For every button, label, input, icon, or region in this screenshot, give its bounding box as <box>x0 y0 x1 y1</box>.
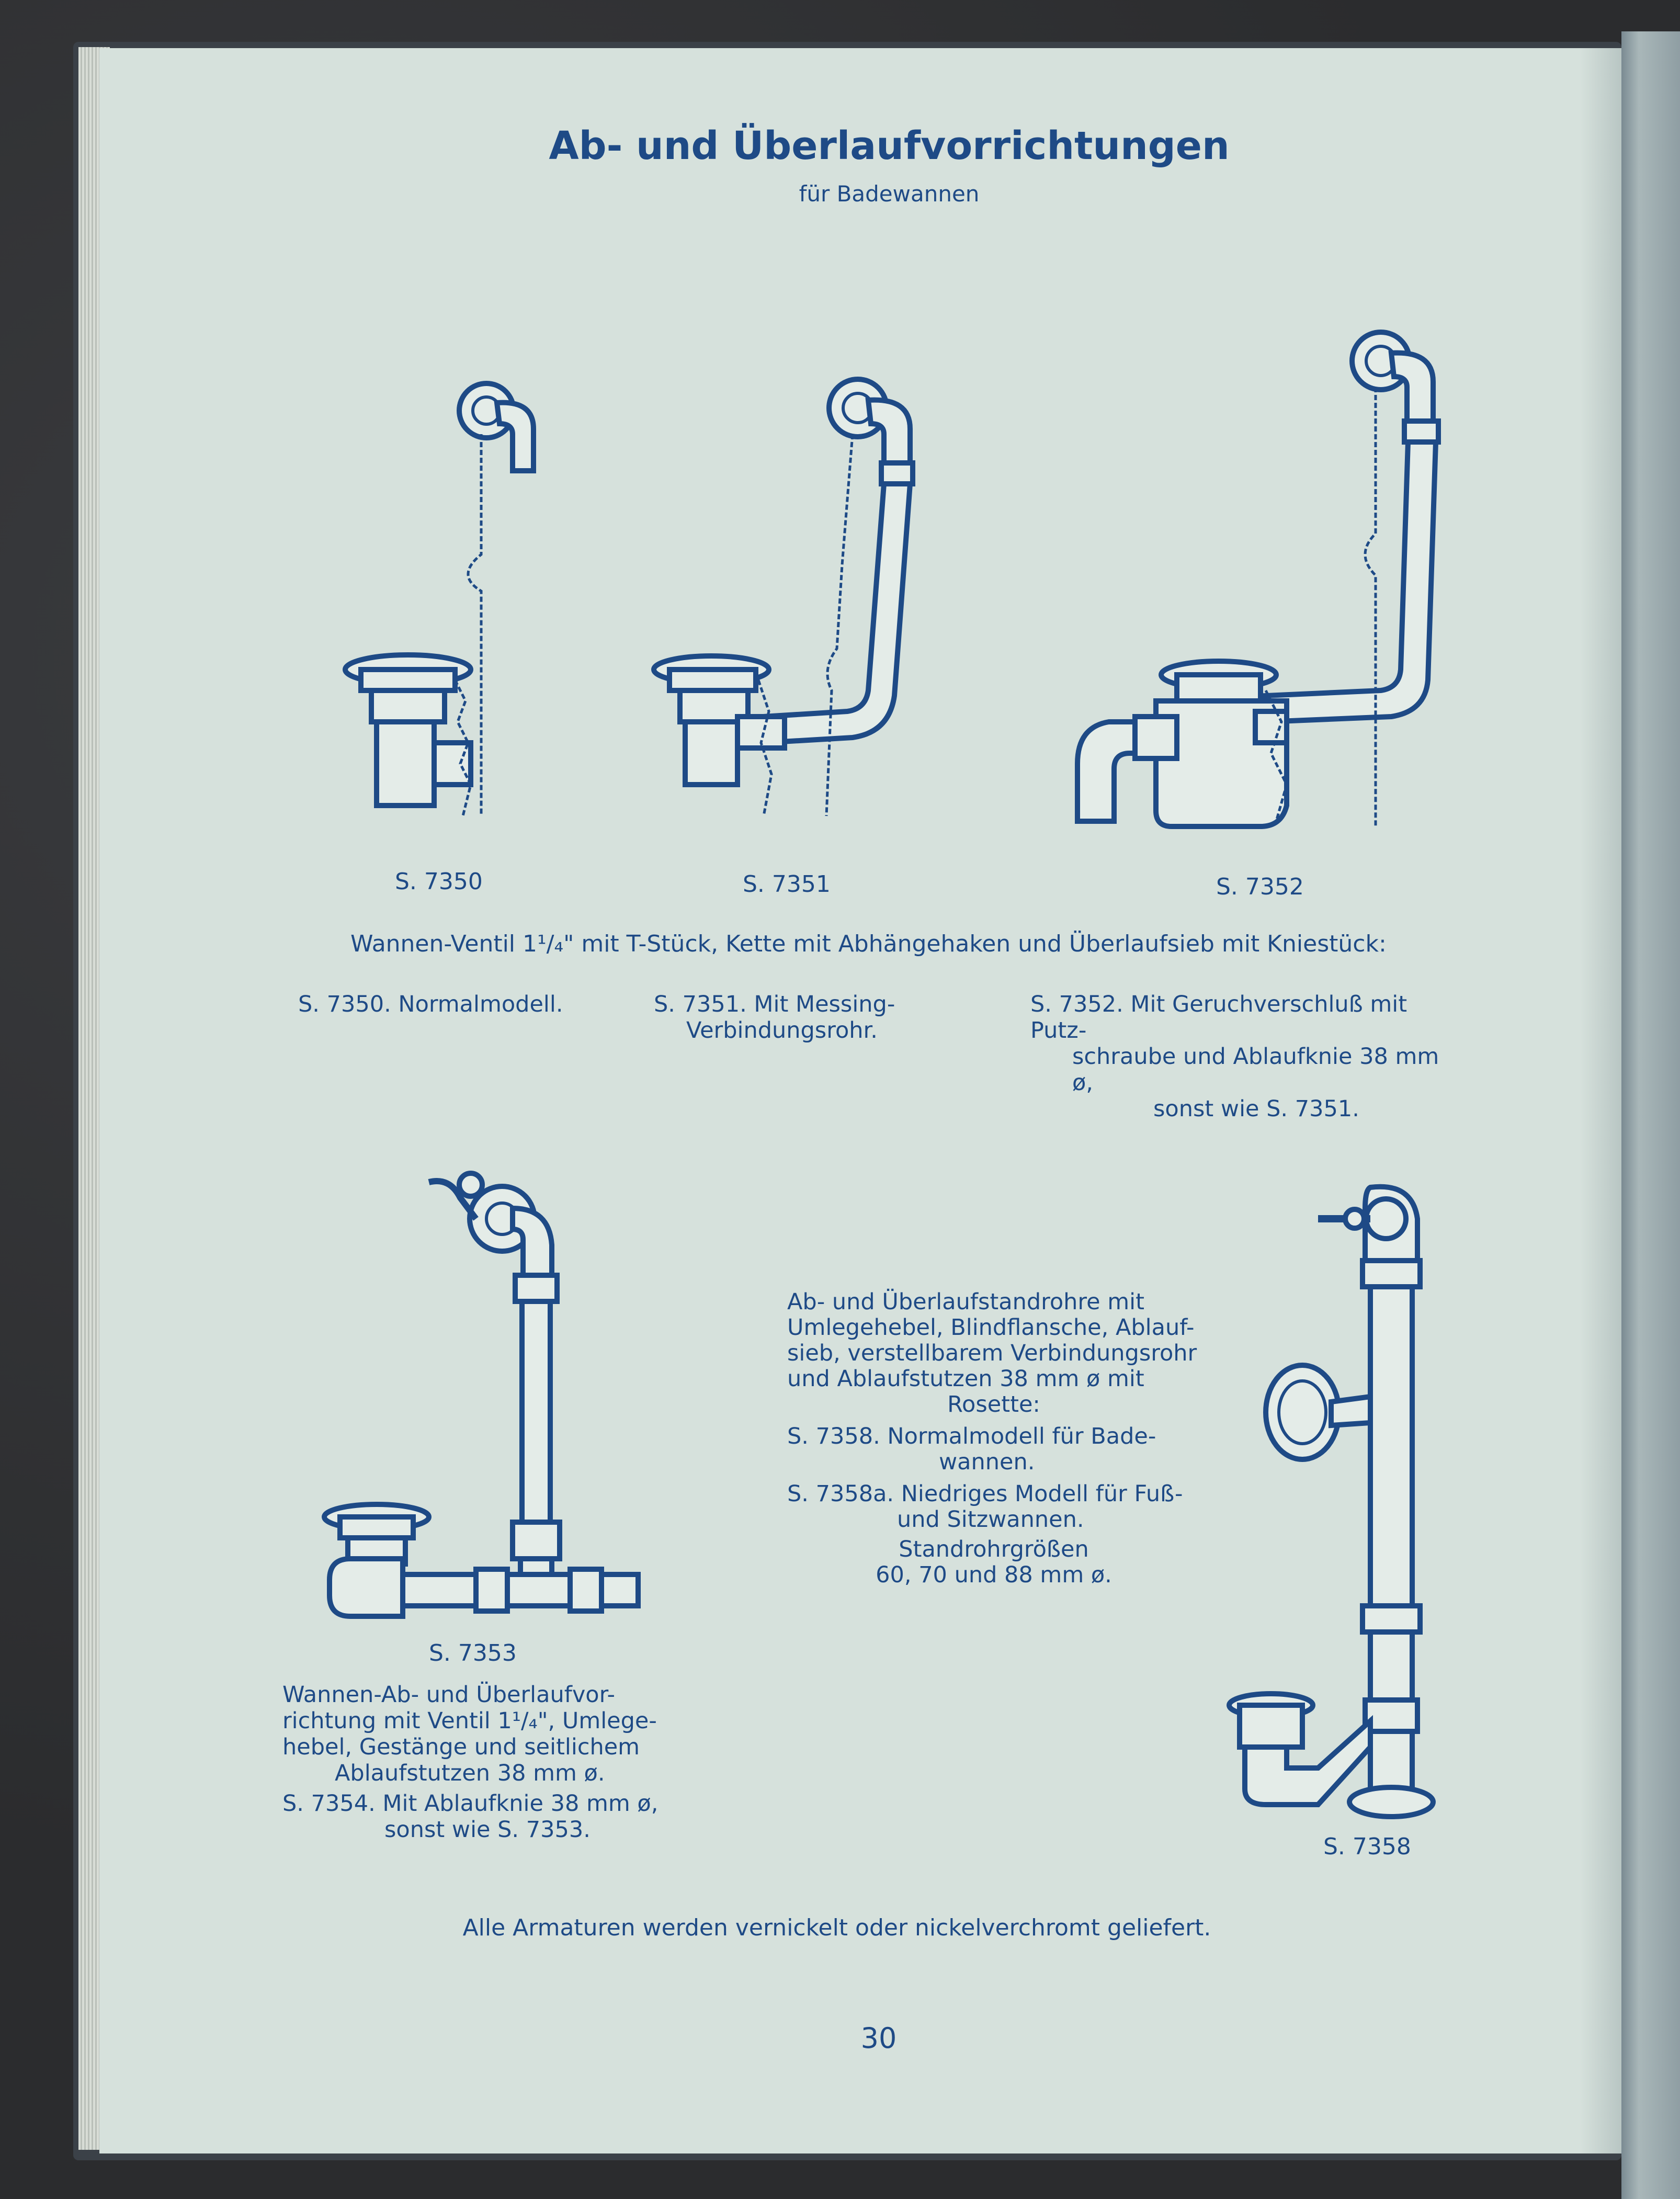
page-subtitle: für Badewannen <box>799 181 980 207</box>
standpipe-description <box>787 1289 1200 1588</box>
model-s7353-description <box>282 1682 659 1843</box>
standpipe-s7358-illustration <box>1213 1177 1506 1820</box>
model-s7353-line: richtung mit Ventil 1¹/₄", Umlege- <box>282 1708 657 1734</box>
model-s7350-description: S. 7350. Normalmodell. <box>298 991 563 1017</box>
model-s7352-line: schraube und Ablaufknie 38 mm ø, <box>1072 1044 1439 1096</box>
bath-drain-s7353-illustration <box>303 1161 649 1622</box>
figure-label-s7351: S. 7351 <box>743 871 831 898</box>
next-page-edge <box>1621 31 1680 2199</box>
model-s7352-line: S. 7352. Mit Geruchverschluß mit Putz- <box>1030 991 1407 1044</box>
model-s7352-line: sonst wie S. 7351. <box>1153 1096 1359 1122</box>
figure-label-s7358: S. 7358 <box>1323 1833 1411 1860</box>
standpipe-sizes-line: 60, 70 und 88 mm ø. <box>876 1562 1112 1588</box>
model-s7358a-line: und Sitzwannen. <box>897 1506 1084 1533</box>
model-s7354-line: sonst wie S. 7353. <box>384 1817 591 1843</box>
standpipe-sizes-line: Standrohrgrößen <box>899 1536 1089 1562</box>
standpipe-intro-line: Umlegehebel, Blindflansche, Ablauf- <box>787 1314 1195 1341</box>
standpipe-intro-line: und Ablaufstutzen 38 mm ø mit <box>787 1366 1144 1392</box>
page-number: 30 <box>860 2022 897 2055</box>
standpipe-intro-line: Rosette: <box>947 1391 1040 1418</box>
bath-drain-s7350-illustration <box>324 356 544 826</box>
model-s7354-line: S. 7354. Mit Ablaufknie 38 mm ø, <box>282 1790 659 1817</box>
book-gutter <box>1580 48 1621 2153</box>
figure-label-s7353: S. 7353 <box>429 1640 517 1667</box>
standpipe-intro-line: Ab- und Überlaufstandrohre mit <box>787 1289 1144 1315</box>
model-s7352-description <box>1030 991 1449 1122</box>
model-s7351-line: S. 7351. Mit Messing- <box>654 991 895 1017</box>
model-s7358-line: S. 7358. Normalmodell für Bade- <box>787 1423 1156 1449</box>
bath-drain-s7352-illustration <box>1067 314 1454 837</box>
model-s7358-line: wannen. <box>939 1449 1035 1475</box>
figure-label-s7352: S. 7352 <box>1216 874 1304 900</box>
bath-drain-s7351-illustration <box>649 356 941 826</box>
model-s7351-description <box>654 991 947 1044</box>
model-s7353-line: Wannen-Ab- und Überlaufvor- <box>282 1682 616 1708</box>
page-title: Ab- und Überlaufvorrichtungen <box>549 123 1230 168</box>
model-s7353-line: hebel, Gestänge und seitlichem <box>282 1734 640 1760</box>
model-s7351-line: Verbindungsrohr. <box>686 1017 878 1044</box>
model-s7353-line: Ablaufstutzen 38 mm ø. <box>335 1760 605 1786</box>
model-s7358a-line: S. 7358a. Niedriges Modell für Fuß- <box>787 1481 1183 1507</box>
figure-label-s7350: S. 7350 <box>395 868 483 895</box>
standpipe-intro-line: sieb, verstellbarem Verbindungsrohr <box>787 1340 1197 1366</box>
intro-description: Wannen-Ventil 1¹/₄" mit T-Stück, Kette mit Abhängehaken und Überlaufsieb mit Kniestück: <box>350 931 1387 957</box>
finish-note: Alle Armaturen werden vernickelt oder nickelverchromt geliefert. <box>462 1914 1211 1941</box>
